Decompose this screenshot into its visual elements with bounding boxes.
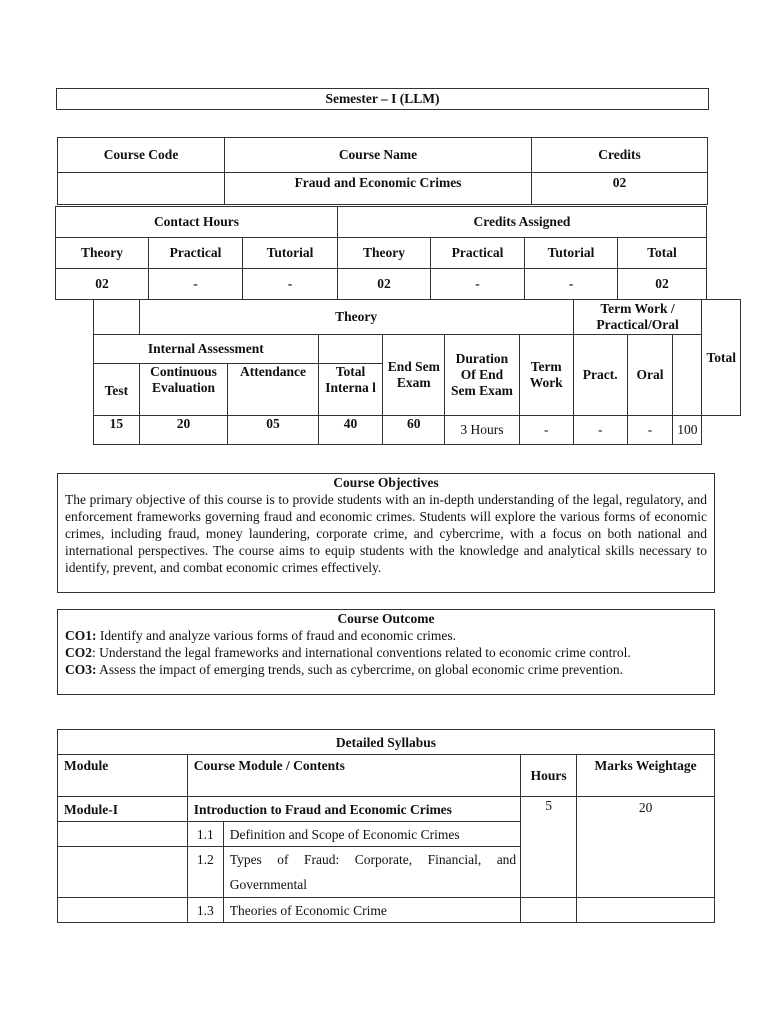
- course-code: [58, 173, 225, 205]
- val-credit-theory: 02: [338, 269, 431, 300]
- co2-text: : Understand the legal frameworks and international conventions related to economic crime control.: [92, 645, 631, 660]
- duration-header: Duration Of End Sem Exam: [445, 335, 520, 416]
- outcome-item-co3: [58, 661, 714, 678]
- syllabus-header-module: Module: [58, 755, 188, 797]
- attendance-header: Attendance: [228, 364, 318, 416]
- val-continuous: 20: [139, 416, 228, 445]
- item-text: Definition and Scope of Economic Crimes: [223, 822, 520, 847]
- syllabus-table: [57, 729, 715, 923]
- val-term-work: -: [519, 416, 573, 445]
- outcome-item-co1: [58, 627, 714, 644]
- credits-assigned-header: Credits Assigned: [338, 207, 707, 238]
- term-work-group-header: Term Work / Practical/Oral: [573, 300, 702, 335]
- course-credits: 02: [532, 173, 708, 205]
- co3-label: CO3:: [65, 662, 97, 677]
- col-tutorial: Tutorial: [243, 238, 338, 269]
- header-course-name: Course Name: [225, 138, 532, 173]
- empty-module-cell: [58, 822, 188, 847]
- total-internal-header: Total Interna l: [318, 364, 383, 416]
- item-num: 1.1: [187, 822, 223, 847]
- course-objectives-box: [57, 473, 715, 593]
- col-credit-theory: Theory: [338, 238, 431, 269]
- val-duration: 3 Hours: [445, 416, 520, 445]
- exam-total-header: Total: [702, 300, 741, 416]
- oral-header: Oral: [627, 335, 672, 416]
- course-outcome-box: [57, 609, 715, 695]
- col-theory: Theory: [56, 238, 149, 269]
- val-attendance: 05: [228, 416, 318, 445]
- contact-hours-table: [55, 206, 707, 300]
- col-credit-total: Total: [618, 238, 707, 269]
- test-header: Test: [94, 364, 140, 416]
- syllabus-header-contents: Course Module / Contents: [187, 755, 520, 797]
- val-practical: -: [149, 269, 243, 300]
- header-course-code: Course Code: [58, 138, 225, 173]
- empty-module-cell: [58, 898, 188, 923]
- module-label: Module-I: [58, 797, 188, 822]
- empty-marks-cell: [577, 898, 715, 923]
- val-pract: -: [573, 416, 627, 445]
- val-credit-total: 02: [618, 269, 707, 300]
- exam-scheme-table: [93, 299, 741, 445]
- co1-text: Identify and analyze various forms of fraud and economic crimes.: [96, 628, 456, 643]
- val-tutorial: -: [243, 269, 338, 300]
- contact-hours-header: Contact Hours: [56, 207, 338, 238]
- end-sem-header: End Sem Exam: [383, 335, 445, 416]
- course-name: Fraud and Economic Crimes: [225, 173, 532, 205]
- semester-title: Semester – I (LLM): [56, 88, 709, 110]
- empty-cell: [318, 335, 383, 364]
- exam-theory-header: Theory: [139, 300, 573, 335]
- empty-hours-cell: [521, 898, 577, 923]
- course-objectives-text: The primary objective of this course is to provide students with an in-depth understanding of the legal, regulatory, and enforcement frameworks governing fraud and economic crimes. Students will explore the various forms of economic crimes, including fraud, money laundering, corporate crime, and cybercrime, with a focus on both national and international perspectives. The course aims to equip students with the knowledge and analytical skills necessary to identify, prevent, and combat economic crimes effectively.: [65, 492, 707, 575]
- syllabus-title: Detailed Syllabus: [58, 730, 715, 755]
- course-table: [57, 137, 708, 205]
- course-outcome-title: Course Outcome: [337, 611, 435, 626]
- empty-corner: [94, 300, 140, 335]
- continuous-header: Continuous Evaluation: [139, 364, 228, 416]
- term-work-header: Term Work: [519, 335, 573, 416]
- val-theory: 02: [56, 269, 149, 300]
- course-objectives-title: Course Objectives: [333, 475, 439, 490]
- col-credit-practical: Practical: [431, 238, 525, 269]
- internal-assessment-header: Internal Assessment: [94, 335, 319, 364]
- outcome-item-co2: [58, 644, 714, 661]
- module-title: Introduction to Fraud and Economic Crimes: [187, 797, 520, 822]
- col-credit-tutorial: Tutorial: [525, 238, 618, 269]
- header-credits: Credits: [532, 138, 708, 173]
- module-hours: 5: [521, 797, 577, 898]
- empty-module-cell: [58, 847, 188, 898]
- item-text: Theories of Economic Crime: [223, 898, 520, 923]
- val-credit-practical: -: [431, 269, 525, 300]
- syllabus-header-hours: Hours: [521, 755, 577, 797]
- val-oral: -: [627, 416, 672, 445]
- val-exam-total: 100: [673, 416, 702, 445]
- val-credit-tutorial: -: [525, 269, 618, 300]
- co1-label: CO1:: [65, 628, 97, 643]
- module-marks: 20: [577, 797, 715, 898]
- item-text: Types of Fraud: Corporate, Financial, and Governmental: [223, 847, 520, 898]
- val-test: 15: [94, 416, 140, 445]
- val-total-internal: 40: [318, 416, 383, 445]
- co2-label: CO2: [65, 645, 92, 660]
- co3-text: Assess the impact of emerging trends, such as cybercrime, on global economic crime prevention.: [96, 662, 623, 677]
- col-practical: Practical: [149, 238, 243, 269]
- pract-header: Pract.: [573, 335, 627, 416]
- item-num: 1.2: [187, 847, 223, 898]
- syllabus-header-marks: Marks Weightage: [577, 755, 715, 797]
- val-end-sem: 60: [383, 416, 445, 445]
- item-num: 1.3: [187, 898, 223, 923]
